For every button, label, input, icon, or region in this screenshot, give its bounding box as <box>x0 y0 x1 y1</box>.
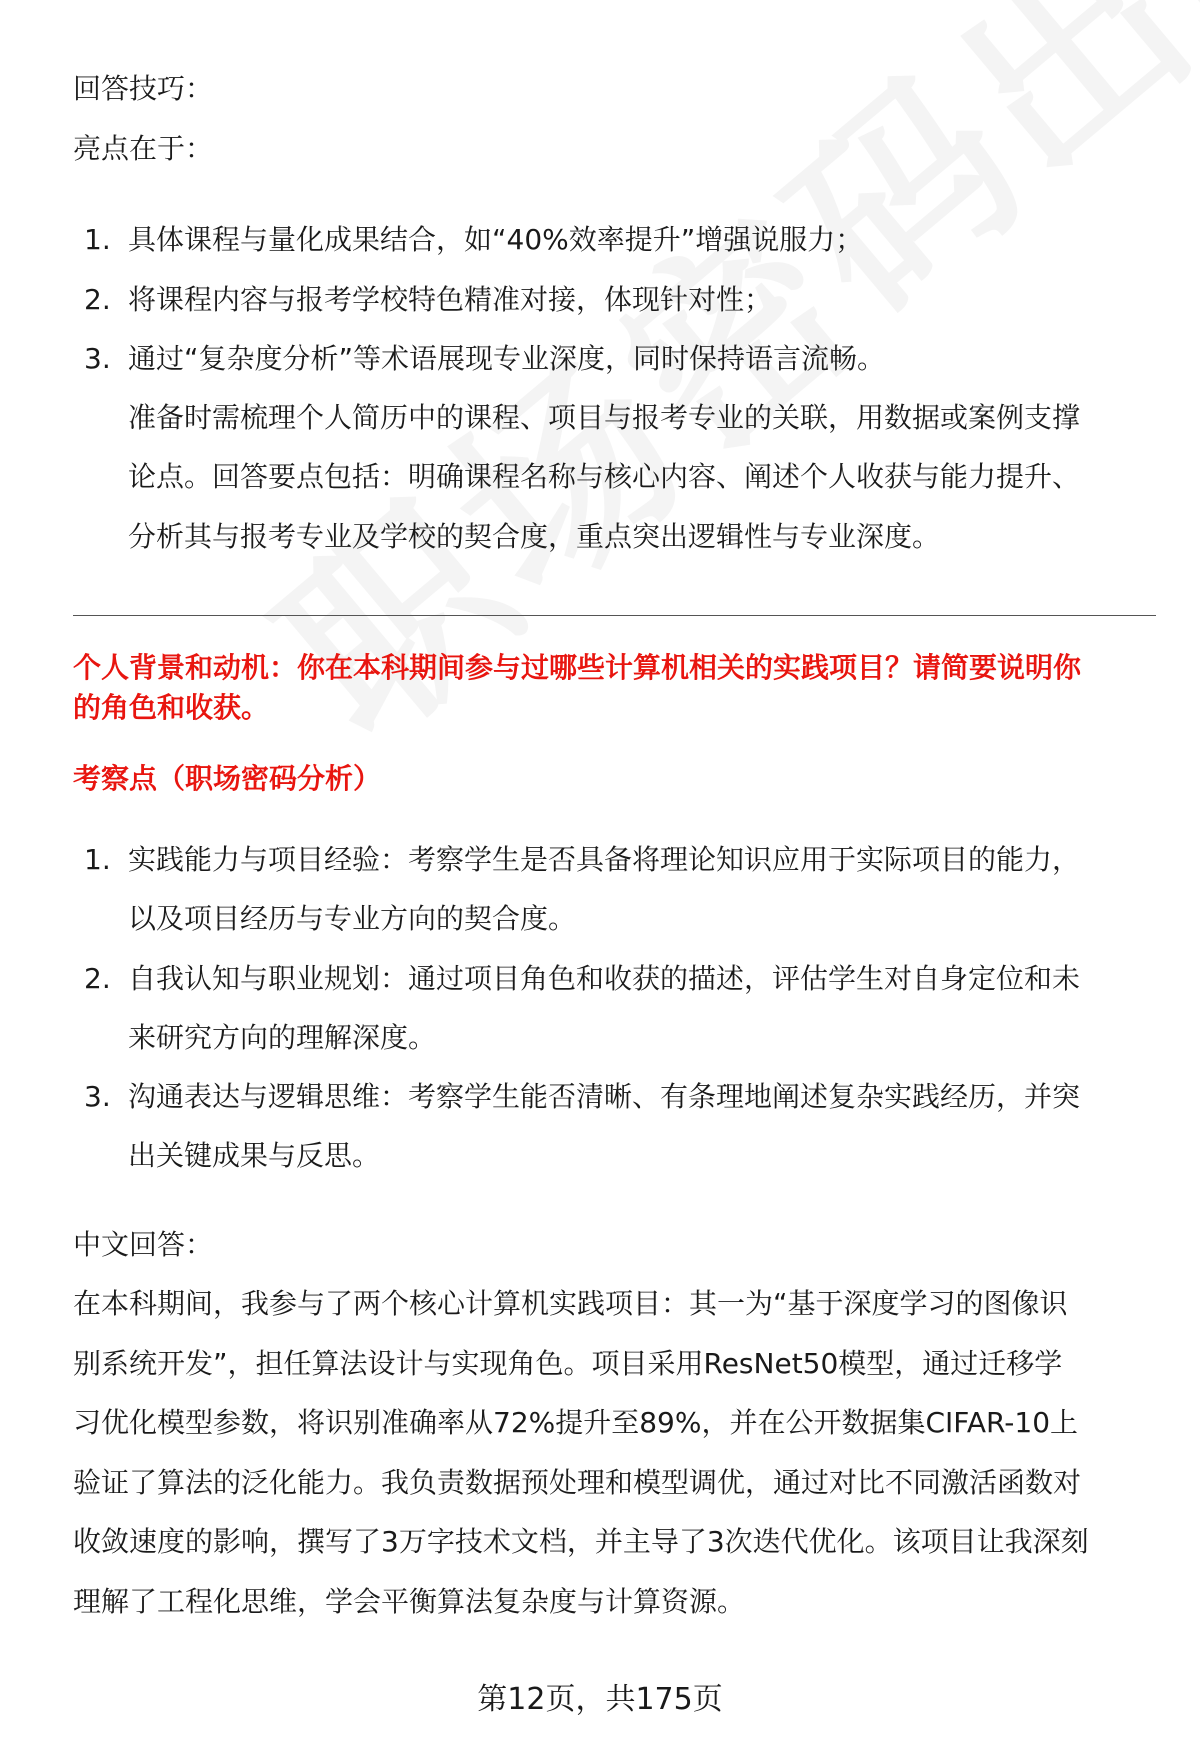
list-item: 自我认知与职业规划：通过项目角色和收获的描述，评估学生对自身定位和未 <box>128 962 1081 995</box>
list-item-continuation: 以及项目经历与专业方向的契合度。 <box>128 902 577 935</box>
note-line: 分析其与报考专业及学校的契合度，重点突出逻辑性与专业深度。 <box>128 520 941 553</box>
list-item: 将课程内容与报考学校特色精准对接，体现针对性； <box>128 283 773 316</box>
question-heading: 个人背景和动机：你在本科期间参与过哪些计算机相关的实践项目？请简要说明你 <box>73 651 1082 684</box>
list-item: 实践能力与项目经验：考察学生是否具备将理论知识应用于实际项目的能力， <box>128 843 1081 876</box>
list-number: 3. <box>84 342 111 375</box>
list-number: 1. <box>84 223 111 256</box>
highlights-label: 亮点在于： <box>73 132 214 165</box>
answer-line: 收敛速度的影响，撰写了3万字技术文档，并主导了3次迭代优化。该项目让我深刻 <box>73 1525 1089 1558</box>
answer-line: 理解了工程化思维，学会平衡算法复杂度与计算资源。 <box>73 1585 746 1618</box>
list-item: 通过“复杂度分析”等术语展现专业深度，同时保持语言流畅。 <box>128 342 886 375</box>
list-number: 2. <box>84 283 111 316</box>
list-item-continuation: 来研究方向的理解深度。 <box>128 1021 437 1054</box>
question-heading: 的角色和收获。 <box>73 691 270 724</box>
tips-label: 回答技巧： <box>73 72 214 105</box>
list-number: 3. <box>84 1080 111 1113</box>
answer-label: 中文回答： <box>73 1228 214 1261</box>
page-number: 第12页，共175页 <box>477 1682 723 1717</box>
answer-line: 习优化模型参数，将识别准确率从72%提升至89%，并在公开数据集CIFAR-10上 <box>73 1406 1079 1439</box>
list-number: 1. <box>84 843 111 876</box>
note-line: 论点。回答要点包括：明确课程名称与核心内容、阐述个人收获与能力提升、 <box>128 460 1081 493</box>
section-divider <box>73 615 1156 616</box>
list-item: 具体课程与量化成果结合，如“40%效率提升”增强说服力； <box>128 223 864 256</box>
answer-line: 别系统开发”，担任算法设计与实现角色。项目采用ResNet50模型，通过迁移学 <box>73 1347 1063 1380</box>
list-number: 2. <box>84 962 111 995</box>
list-item-continuation: 出关键成果与反思。 <box>128 1139 381 1172</box>
answer-line: 验证了算法的泛化能力。我负责数据预处理和模型调优，通过对比不同激活函数对 <box>73 1466 1082 1499</box>
answer-line: 在本科期间，我参与了两个核心计算机实践项目：其一为“基于深度学习的图像识 <box>73 1287 1068 1320</box>
note-line: 准备时需梳理个人简历中的课程、项目与报考专业的关联，用数据或案例支撑 <box>128 401 1081 434</box>
exam-point-title: 考察点（职场密码分析） <box>73 762 382 795</box>
list-item: 沟通表达与逻辑思维：考察学生能否清晰、有条理地阐述复杂实践经历，并突 <box>128 1080 1081 1113</box>
